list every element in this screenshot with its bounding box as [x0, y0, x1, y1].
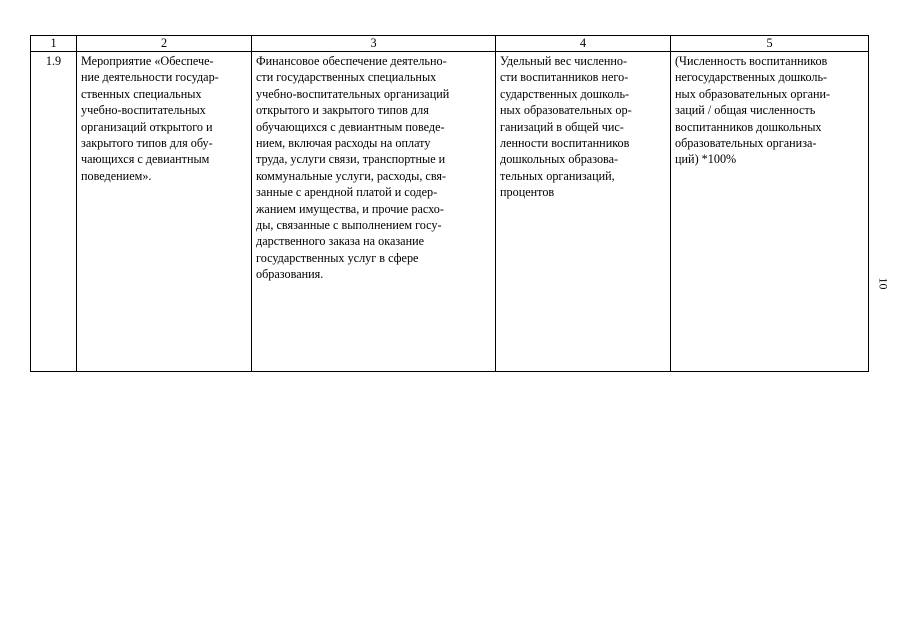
indicator-formula-cell: [671, 52, 869, 372]
cell-text-line: (Численность воспитанников: [675, 54, 828, 68]
cell-text-line: учебно-воспитательных организаций: [256, 86, 450, 101]
column-header-4: 4: [496, 36, 671, 52]
column-header-1: 1: [31, 36, 77, 52]
cell-text-line: поведением».: [81, 168, 152, 183]
cell-text-line: воспитанников дошкольных: [675, 119, 822, 134]
cell-text-line: занные с арендной платой и содер-: [256, 185, 438, 200]
column-header-2: 2: [77, 36, 252, 52]
cell-text-line: ленности воспитанников: [500, 136, 630, 151]
cell-text-line: ды, связанные с выполнением госу-: [256, 218, 442, 233]
table-row: [31, 52, 869, 372]
cell-text-line: организаций открытого и: [81, 119, 213, 134]
cell-text-line: открытого и закрытого типов для: [256, 103, 429, 118]
cell-text-line: заций / общая численность: [675, 103, 816, 118]
cell-text-line: ных образовательных органи-: [675, 86, 831, 101]
cell-text-line: дошкольных образова-: [500, 152, 619, 167]
cell-text-line: труда, услуги связи, транспортные и: [256, 152, 446, 167]
cell-text-line: ние деятельности государ-: [81, 70, 219, 85]
cell-text-line: жанием имущества, и прочие расхо-: [256, 201, 444, 216]
table-header-row: [31, 36, 869, 52]
page-number: 10: [876, 277, 891, 290]
document-table: [30, 35, 869, 372]
cell-text-line: нием, включая расходы на оплату: [256, 136, 431, 151]
cell-text-line: образования.: [256, 267, 324, 282]
cell-text-line: учебно-воспитательных: [81, 103, 206, 118]
cell-text-line: образовательных организа-: [675, 136, 817, 151]
cell-text-line: дарственного заказа на оказание: [256, 234, 425, 249]
cell-text-line: сударственных дошколь-: [500, 86, 630, 101]
event-description-cell: [252, 52, 496, 372]
column-header-3: 3: [252, 36, 496, 52]
cell-text-line: ственных специальных: [81, 86, 202, 101]
event-name-cell: [77, 52, 252, 372]
cell-text-line: ций) *100%: [675, 152, 737, 167]
cell-text-line: закрытого типов для обу-: [81, 136, 213, 151]
cell-text-line: чающихся с девиантным: [81, 152, 210, 167]
cell-text-line: тельных организаций,: [500, 168, 615, 183]
cell-text-line: сти воспитанников него-: [500, 70, 629, 85]
cell-text-line: государственных услуг в сфере: [256, 250, 419, 265]
row-number-cell: 1.9: [31, 52, 77, 372]
cell-text-line: ных образовательных ор-: [500, 103, 632, 118]
indicator-name-cell: [496, 52, 671, 372]
cell-text-line: Финансовое обеспечение деятельно-: [256, 54, 447, 68]
cell-text-line: Мероприятие «Обеспече-: [81, 54, 214, 68]
cell-text-line: сти государственных специальных: [256, 70, 437, 85]
cell-text-line: обучающихся с девиантным поведе-: [256, 119, 445, 134]
column-header-5: 5: [671, 36, 869, 52]
cell-text-line: Удельный вес численно-: [500, 54, 628, 68]
cell-text-line: коммунальные услуги, расходы, свя-: [256, 168, 447, 183]
cell-text-line: негосударственных дошколь-: [675, 70, 828, 85]
cell-text-line: ганизаций в общей чис-: [500, 119, 624, 134]
cell-text-line: процентов: [500, 185, 555, 200]
